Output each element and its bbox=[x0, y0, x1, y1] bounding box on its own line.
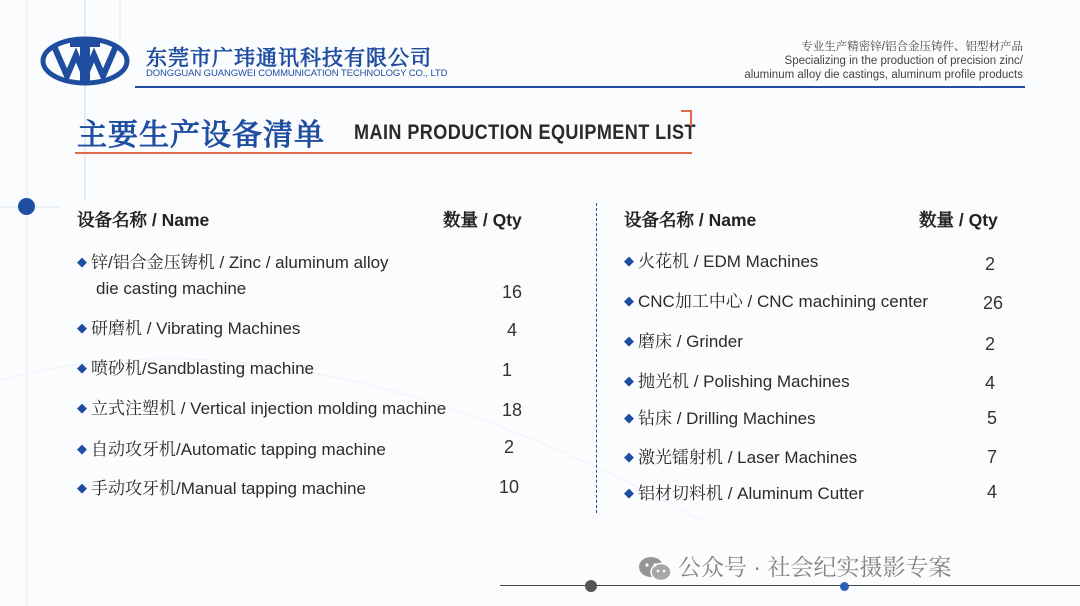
diamond-bullet-icon: ◆ bbox=[77, 400, 87, 415]
diamond-bullet-icon: ◆ bbox=[624, 449, 634, 464]
diamond-bullet-icon: ◆ bbox=[624, 485, 634, 500]
list-item bbox=[77, 316, 300, 342]
diamond-bullet-icon: ◆ bbox=[624, 373, 634, 388]
diamond-bullet-icon: ◆ bbox=[77, 480, 87, 495]
item-qty: 7 bbox=[986, 447, 997, 467]
list-item bbox=[624, 481, 864, 507]
watermark-text: 公众号 · 社会纪实摄影专案 bbox=[678, 554, 952, 580]
column-divider bbox=[596, 203, 597, 513]
item-qty: 18 bbox=[501, 400, 523, 420]
title-underline bbox=[75, 152, 692, 154]
item-qty: 2 bbox=[984, 254, 995, 274]
wechat-icon bbox=[638, 556, 672, 582]
list-item bbox=[77, 476, 366, 502]
list-item bbox=[77, 250, 389, 276]
item-qty: 1 bbox=[501, 360, 512, 380]
item-label: 钻床 / Drilling Machines bbox=[638, 409, 816, 428]
tagline-en-1: Specializing in the production of precision zinc/ bbox=[784, 55, 1023, 67]
diamond-bullet-icon: ◆ bbox=[624, 253, 634, 268]
company-name-en: DONGGUAN GUANGWEI COMMUNICATION TECHNOLOGY CO., LTD bbox=[146, 68, 448, 79]
right-header-name: 设备名称 / Name bbox=[624, 210, 757, 230]
list-item bbox=[624, 445, 857, 471]
tagline-cn: 专业生产精密锌/铝合金压铸件、铝型材产品 bbox=[801, 41, 1023, 53]
diamond-bullet-icon: ◆ bbox=[77, 254, 87, 269]
item-label: 抛光机 / Polishing Machines bbox=[638, 372, 850, 391]
item-label: 火花机 / EDM Machines bbox=[638, 252, 819, 271]
watermark bbox=[638, 549, 951, 582]
list-item bbox=[624, 249, 818, 275]
item-label: 自动攻牙机/Automatic tapping machine bbox=[91, 440, 386, 459]
list-item bbox=[624, 289, 928, 315]
list-item bbox=[77, 396, 446, 422]
item-label: 立式注塑机 / Vertical injection molding machine bbox=[91, 399, 447, 418]
list-item bbox=[77, 437, 386, 463]
tagline bbox=[744, 40, 1023, 82]
header-divider bbox=[135, 86, 1025, 88]
diamond-bullet-icon: ◆ bbox=[77, 441, 87, 456]
list-item bbox=[624, 329, 743, 355]
diamond-bullet-icon: ◆ bbox=[624, 333, 634, 348]
left-header-qty: 数量 / Qty bbox=[443, 210, 522, 230]
item-qty: 4 bbox=[506, 320, 517, 340]
section-title-cn: 主要生产设备清单 bbox=[77, 119, 325, 152]
title-corner-mark bbox=[681, 110, 692, 126]
item-qty: 2 bbox=[984, 334, 995, 354]
item-label: 锌/铝合金压铸机 / Zinc / aluminum alloy bbox=[91, 253, 389, 272]
item-qty: 16 bbox=[501, 282, 523, 302]
item-qty: 4 bbox=[986, 482, 997, 502]
company-name-cn: 东莞市广玮通讯科技有限公司 bbox=[146, 47, 432, 70]
item-label: 研磨机 / Vibrating Machines bbox=[91, 319, 301, 338]
item-label: 铝材切料机 / Aluminum Cutter bbox=[638, 484, 864, 503]
item-qty: 4 bbox=[984, 373, 995, 393]
diamond-bullet-icon: ◆ bbox=[624, 293, 634, 308]
list-item bbox=[77, 356, 314, 382]
list-item-continued: die casting machine bbox=[96, 279, 247, 298]
item-qty: 5 bbox=[986, 408, 997, 428]
footer-dot-decoration bbox=[840, 582, 849, 591]
item-qty: 10 bbox=[498, 477, 520, 497]
list-item bbox=[624, 406, 816, 432]
left-header-name: 设备名称 / Name bbox=[77, 210, 210, 230]
item-label: 喷砂机/Sandblasting machine bbox=[91, 359, 315, 378]
tagline-en-2: aluminum alloy die castings, aluminum profile products bbox=[744, 69, 1023, 81]
item-label: 激光镭射机 / Laser Machines bbox=[638, 448, 858, 467]
diamond-bullet-icon: ◆ bbox=[624, 410, 634, 425]
footer-dot-decoration bbox=[585, 580, 597, 592]
item-label: 磨床 / Grinder bbox=[638, 332, 743, 351]
item-qty: 26 bbox=[982, 293, 1004, 313]
diamond-bullet-icon: ◆ bbox=[77, 320, 87, 335]
diamond-bullet-icon: ◆ bbox=[77, 360, 87, 375]
item-label: CNC加工中心 / CNC machining center bbox=[638, 292, 929, 311]
list-item bbox=[624, 369, 850, 395]
section-title-en: MAIN PRODUCTION EQUIPMENT LIST bbox=[354, 121, 696, 144]
company-logo bbox=[40, 36, 130, 86]
item-qty: 2 bbox=[503, 437, 514, 457]
side-dot-decoration bbox=[18, 198, 35, 215]
right-header-qty: 数量 / Qty bbox=[919, 210, 998, 230]
item-label: 手动攻牙机/Manual tapping machine bbox=[91, 479, 366, 498]
